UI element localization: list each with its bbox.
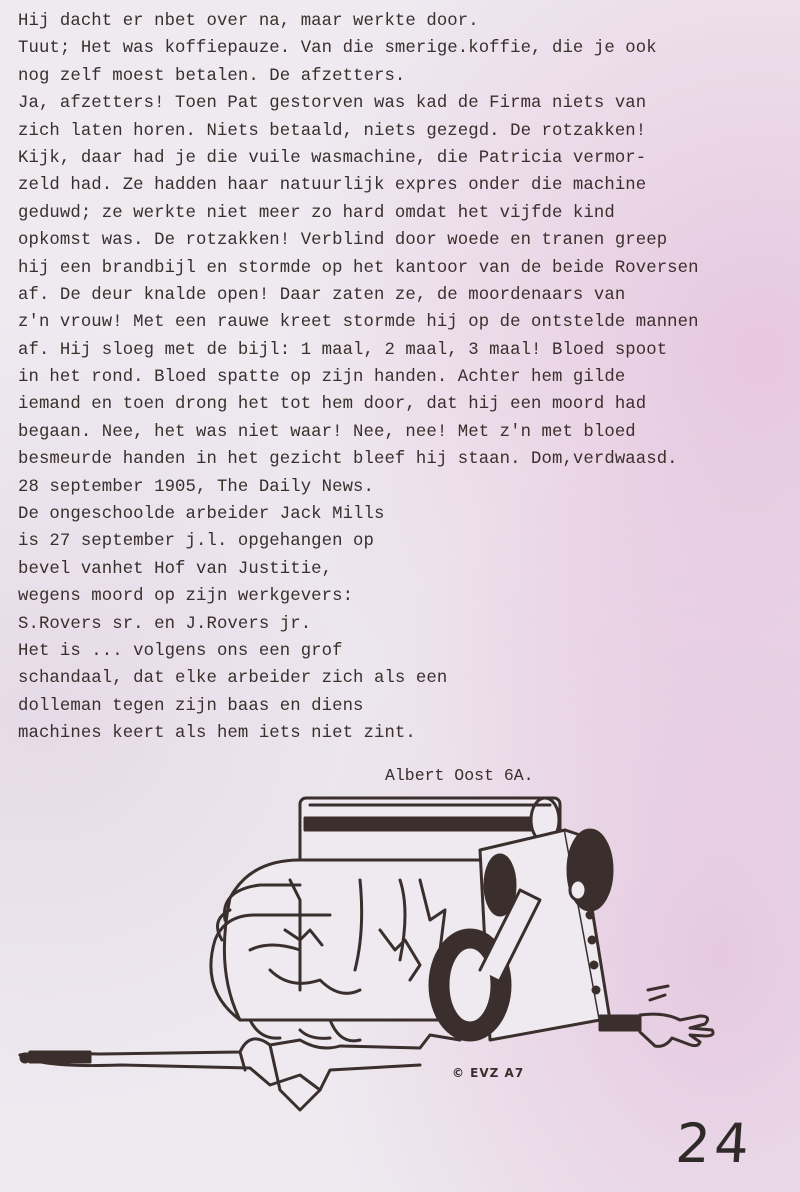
- page-number: 24: [673, 1112, 755, 1175]
- text-line: schandaal, dat elke arbeider zich als een: [18, 669, 448, 689]
- text-line: hij een brandbijl en stormde op het kantoor van de beide Roversen: [18, 258, 699, 278]
- text-line: 28 september 1905, The Daily News.: [18, 477, 374, 497]
- typed-story-text: [18, 8, 699, 748]
- washing-machine-illustration: [0, 790, 800, 1120]
- text-line: geduwd; ze werkte niet meer zo hard omdat het vijfde kind: [18, 203, 615, 223]
- text-line: Tuut; Het was koffiepauze. Van die smerige.koffie, die je ook: [18, 39, 657, 59]
- text-line: dolleman tegen zijn baas en diens: [18, 696, 364, 716]
- text-line: Hij dacht er nbet over na, maar werkte door.: [18, 12, 479, 31]
- text-line: wegens moord op zijn werkgevers:: [18, 587, 354, 607]
- text-line: af. De deur knalde open! Daar zaten ze, de moordenaars van: [18, 285, 626, 305]
- text-line: Ja, afzetters! Toen Pat gestorven was kad de Firma niets van: [18, 94, 647, 114]
- text-line: besmeurde handen in het gezicht bleef hij staan. Dom,verdwaasd.: [18, 450, 678, 470]
- author-signature: Albert Oost 6A.: [385, 766, 534, 785]
- text-line: zich laten horen. Niets betaald, niets gezegd. De rotzakken!: [18, 121, 647, 141]
- text-line: bevel vanhet Hof van Justitie,: [18, 559, 333, 579]
- text-line: opkomst was. De rotzakken! Verblind door woede en tranen greep: [18, 231, 668, 251]
- text-line: z'n vrouw! Met een rauwe kreet stormde hij op de ontstelde mannen: [18, 313, 699, 333]
- text-line: in het rond. Bloed spatte op zijn handen. Achter hem gilde: [18, 368, 626, 388]
- text-line: begaan. Nee, het was niet waar! Nee, nee! Met z'n met bloed: [18, 422, 636, 442]
- text-line: Kijk, daar had je die vuile wasmachine, die Patricia vermor-: [18, 148, 647, 168]
- protruding-arm: [600, 986, 713, 1046]
- text-line: machines keert als hem iets niet zint.: [18, 724, 416, 744]
- text-line: nog zelf moest betalen. De afzetters.: [18, 66, 406, 86]
- text-line: Het is ... volgens ons een grof: [18, 641, 343, 661]
- text-line: is 27 september j.l. opgehangen op: [18, 532, 374, 552]
- text-line: iemand en toen drong het tot hem door, dat hij een moord had: [18, 395, 647, 415]
- illustration-copyright: © EVZ A7: [452, 1066, 525, 1080]
- text-line: S.Rovers sr. en J.Rovers jr.: [18, 614, 312, 634]
- text-line: zeld had. Ze hadden haar natuurlijk expres onder die machine: [18, 176, 647, 196]
- text-line: af. Hij sloeg met de bijl: 1 maal, 2 maal, 3 maal! Bloed spoot: [18, 340, 668, 360]
- flattened-legs: [20, 1020, 460, 1110]
- text-line: De ongeschoolde arbeider Jack Mills: [18, 505, 385, 525]
